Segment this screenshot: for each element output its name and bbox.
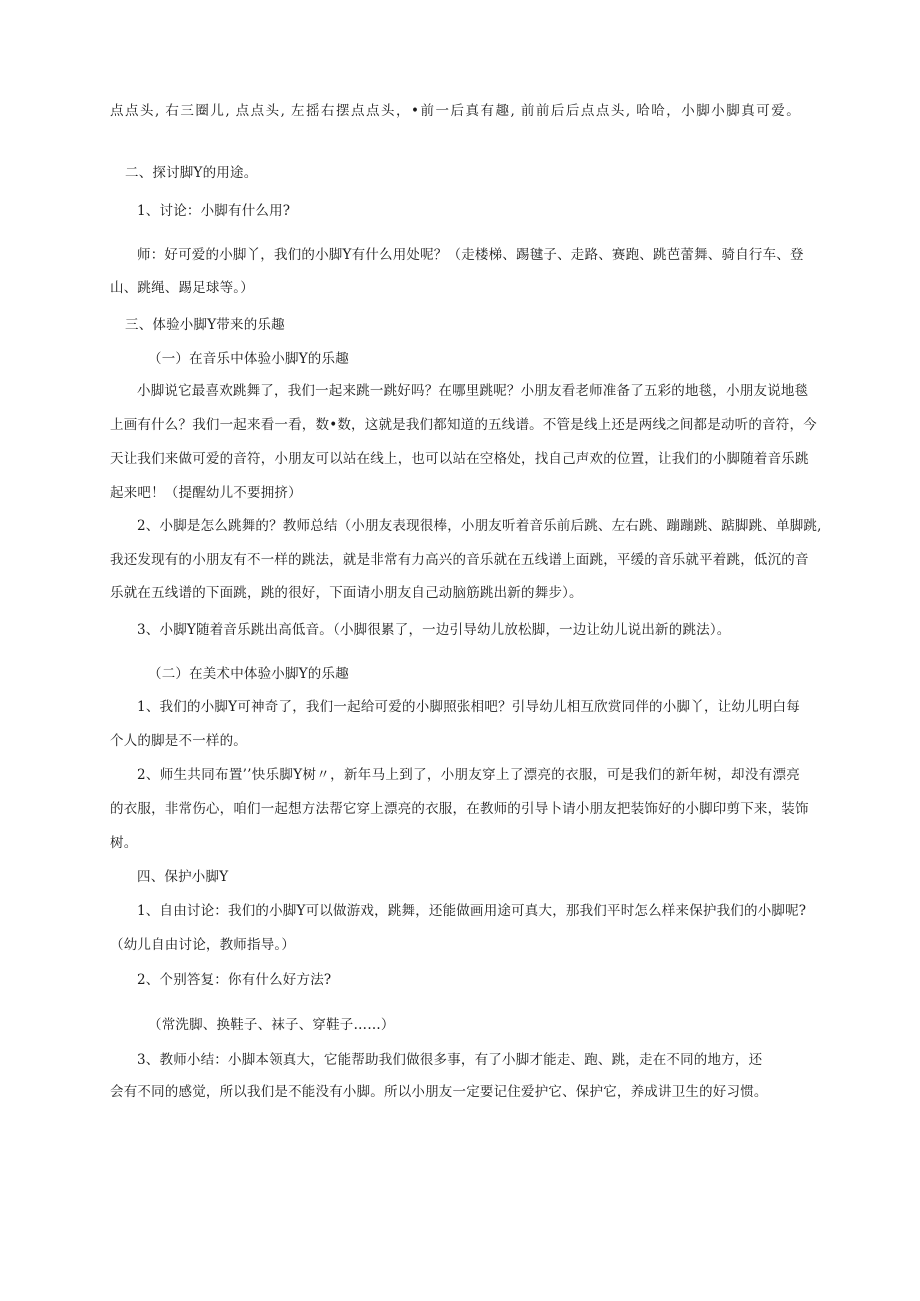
text-line: 上画有什么？我们一起来看一看，数•数，这就是我们都知道的五线谱。不管是线上还是两线之间都是动听的音符，今 xyxy=(110,417,817,433)
subsection-heading: （二）在美术中体验小脚Y的乐趣 xyxy=(148,666,349,682)
text-line: 乐就在五线谱的下面跳，跳的很好，下面请小朋友自己动脑筋跳出新的舞步）。 xyxy=(110,585,583,601)
text-line: 点点头, 右三圈儿, 点点头, 左摇右摆点点头，•前一后真有趣, 前前后后点点头, 哈哈，小脚小脚真可爱。 xyxy=(110,103,800,119)
text-line: 2、小脚是怎么跳舞的？教师总结（小朋友表现很棒，小朋友听着音乐前后跳、左右跳、蹦蹦跳、踮脚跳、单脚跳, xyxy=(137,518,822,534)
text-line: 起来吧！（提醒幼儿不要拥挤） xyxy=(110,485,302,501)
text-line: 我还发现有的小朋友有不一样的跳法，就是非常有力高兴的音乐就在五线谱上面跳，平缓的音乐就平着跳，低沉的音 xyxy=(110,552,809,568)
section-heading: 二、探讨脚Y的用途。 xyxy=(125,165,258,181)
text-line: 个人的脚是不一样的。 xyxy=(110,733,247,749)
subsection-heading: （一）在音乐中体验小脚Y的乐趣 xyxy=(148,351,349,367)
text-line: 树。 xyxy=(110,835,138,851)
section-heading: 三、体验小脚Y带来的乐趣 xyxy=(125,317,285,333)
text-line: 1、讨论：小脚有什么用? xyxy=(137,203,291,219)
text-line: 师：好可爱的小脚丫，我们的小脚Y有什么用处呢？（走楼梯、踢毽子、走路、赛跑、跳芭蕾舞、骑自行车、登 xyxy=(137,247,804,263)
text-line: 3、教师小结：小脚本领真大，它能帮助我们做很多事，有了小脚才能走、跑、跳，走在不同的地方，还 xyxy=(137,1052,763,1068)
text-line: （幼儿自由讨论，教师指导。） xyxy=(110,937,296,953)
text-line: 会有不同的感觉，所以我们是不能没有小脚。所以小朋友一定要记住爱护它、保护它，养成讲卫生的好习惯。 xyxy=(110,1084,768,1100)
text-line: 天让我们来做可爱的音符，小朋友可以站在线上，也可以站在空格处，找自己声欢的位置，让我们的小脚随着音乐跳 xyxy=(110,451,809,467)
section-heading: 四、保护小脚Y xyxy=(137,869,229,885)
text-line: 1、自由讨论：我们的小脚Y可以做游戏，跳舞，还能做画用途可真大，那我们平时怎么样来保护我们的小脚呢? xyxy=(137,903,807,919)
text-line: （常洗脚、换鞋子、袜子、穿鞋子……） xyxy=(148,1017,395,1033)
text-line: 的衣服，非常伤心，咱们一起想方法帮它穿上漂亮的衣服，在教师的引导卜请小朋友把装饰好的小脚印剪下来，装饰 xyxy=(110,801,809,817)
text-line: 山、跳绳、踢足球等。） xyxy=(110,280,254,296)
text-line: 1、我们的小脚Y可神奇了，我们一起给可爱的小脚照张相吧？引导幼儿相互欣赏同伴的小脚丫，让幼儿明白每 xyxy=(137,699,800,715)
text-line: 3、小脚Y随着音乐跳出高低音。（小脚很累了，一边引导幼儿放松脚，一边让幼儿说出新的跳法）。 xyxy=(137,622,731,638)
text-line: 2、师生共同布置’’快乐脚Y树〃，新年马上到了，小朋友穿上了漂亮的衣服，可是我们的新年树，却没有漂亮 xyxy=(137,767,800,783)
text-line: 小脚说它最喜欢跳舞了，我们一起来跳一跳好吗？在哪里跳呢？小朋友看老师准备了五彩的地毯，小朋友说地毯 xyxy=(137,383,809,399)
text-line: 2、个别答复：你有什么好方法? xyxy=(137,972,332,988)
